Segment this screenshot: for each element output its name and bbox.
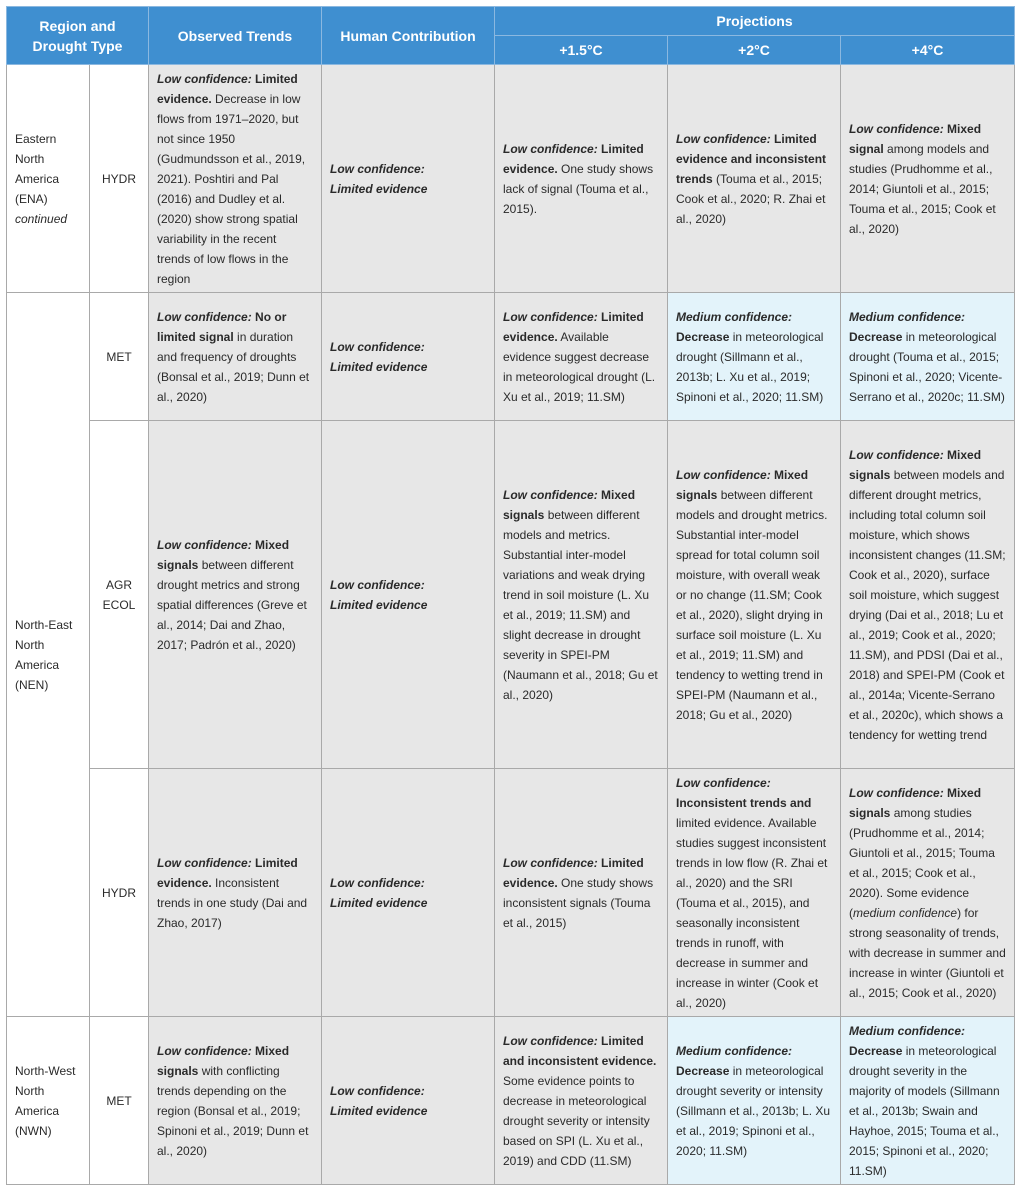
finding-emphasis: Mixed signals <box>849 785 982 820</box>
finding-emphasis: Decrease <box>849 329 903 344</box>
finding-text: between different drought metrics and strong spatial differences (Greve et al., 2014; Dai and Zhao, 2017; Padrón et al., 2020) <box>157 557 307 652</box>
confidence-label: Low confidence <box>503 309 594 324</box>
table-row <box>7 65 1015 293</box>
confidence-label: Low confidence <box>503 1033 594 1048</box>
finding-label: : <box>788 309 793 324</box>
drought-type-cell: AGR ECOL <box>90 421 149 769</box>
confidence-label: Medium confidence <box>849 1023 962 1038</box>
drought-type-cell: HYDR <box>90 769 149 1017</box>
projection-2-cell <box>668 1017 841 1185</box>
drought-type-cell: HYDR <box>90 65 149 293</box>
finding-text: Decrease in low flows from 1971–2020, but not since 1950 (Gudmundsson et al., 2019, 2021). Poshtiri and Pal (2016) and Dudley et al. (2020) show strong spatial variability in the recent trends of low flows in the region <box>157 91 306 286</box>
confidence-label: Low confidence <box>503 141 594 156</box>
projection-2-cell <box>668 65 841 293</box>
confidence-label: Low confidence <box>157 855 248 870</box>
finding-emphasis: No or limited signal <box>157 309 287 344</box>
confidence-label: Medium confidence <box>849 309 962 324</box>
finding-label: : <box>593 309 602 324</box>
table-row <box>7 1017 1015 1185</box>
human-contribution-cell: Low confidence: Limited evidence <box>322 769 495 1017</box>
confidence-label: Low confidence <box>157 309 248 324</box>
finding-emphasis: Mixed signals <box>849 447 982 482</box>
finding-emphasis: Inconsistent trends and <box>676 795 812 810</box>
finding-text: Some evidence points to decrease in meteorological drought severity or intensity based on SPI (L. Xu et al., 2019) and CDD (11.SM) <box>503 1073 650 1168</box>
region-cell-nen <box>7 293 90 1017</box>
finding-text: in meteorological drought severity or intensity (Sillmann et al., 2013b; L. Xu et al., 2019; Spinoni et al., 2020; 11.SM) <box>676 1063 831 1158</box>
projection-2-cell <box>668 769 841 1017</box>
projection-1-5-cell <box>495 1017 668 1185</box>
confidence-label: Low confidence <box>157 537 248 552</box>
finding-emphasis: Limited evidence. <box>503 309 644 344</box>
finding-label: : <box>788 1043 793 1058</box>
header-human-contribution: Human Contribution <box>322 7 495 65</box>
finding-emphasis: Mixed signals <box>676 467 809 502</box>
finding-label: : <box>961 309 966 324</box>
confidence-label: Low confidence <box>330 1083 421 1098</box>
finding-label: : <box>593 487 602 502</box>
projection-2-cell <box>668 293 841 421</box>
finding-label: : <box>961 1023 966 1038</box>
observed-trends-cell <box>149 1017 322 1185</box>
finding-text: One study shows lack of signal (Touma et al., 2015). <box>503 161 654 216</box>
confidence-label: Low confidence <box>676 775 767 790</box>
finding-label: : <box>247 309 256 324</box>
finding-label: : <box>939 447 948 462</box>
projection-1-5-cell <box>495 421 668 769</box>
finding-emphasis: Mixed signal <box>849 121 982 156</box>
header-projections: Projections <box>495 7 1015 36</box>
finding-emphasis: Limited evidence. <box>503 141 644 176</box>
confidence-label: Low confidence <box>503 487 594 502</box>
finding-text: in duration and frequency of droughts (Bonsal et al., 2019; Dunn et al., 2020) <box>157 329 310 404</box>
finding-text: among studies (Prudhomme et al., 2014; Giuntoli et al., 2015; Touma et al., 2015; Cook et al., 2020). Some evidence ( <box>849 805 995 920</box>
projection-1-5-cell <box>495 65 668 293</box>
confidence-label: Low confidence <box>849 785 940 800</box>
confidence-label: Low confidence <box>157 71 248 86</box>
projection-4-cell <box>841 293 1015 421</box>
finding-emphasis: Limited and inconsistent evidence. <box>503 1033 657 1068</box>
finding-emphasis: Decrease <box>676 329 730 344</box>
drought-type-cell: MET <box>90 293 149 421</box>
finding-emphasis: Limited evidence. <box>157 855 298 890</box>
finding-text: between models and different drought metrics, including total column soil moisture, which shows inconsistent changes (11.SM; Cook et al., 2020), surface soil moisture, which suggest drying (Dai et al., 2018; Lu et al., 2019; Cook et al., 2020; 11.SM), and PDSI (Dai et al., 2018) and SPEI-PM (Cook et al., 2014a; Vicente-Serrano et al., 2020c), which shows a tendency for wetting trend <box>849 467 1006 742</box>
confidence-label: Low confidence <box>330 339 421 354</box>
header-plus-1-5: +1.5°C <box>495 36 668 65</box>
finding-text: One study shows inconsistent signals (Touma et al., 2015) <box>503 875 654 930</box>
finding-emphasis: Mixed signals <box>503 487 636 522</box>
finding-emphasis: Mixed signals <box>157 1043 290 1078</box>
finding-text: limited evidence. Available studies suggest inconsistent trends in low flow (R. Zhai et al., 2020) and the SRI (Touma et al., 2015), and seasonally inconsistent trends in runoff, with decrease in summer and increase in winter (Cook et al., 2020) <box>676 815 828 1010</box>
finding-italic: medium confidence <box>853 905 958 920</box>
finding-text: in meteorological drought (Sillmann et al., 2013b; L. Xu et al., 2019; Spinoni et al., 2020; 11.SM) <box>676 329 824 404</box>
finding-text: between different models and drought metrics. Substantial inter-model spread for total column soil moisture, with overall weak or no change (11.SM; Cook et al., 2020), slight drying in surface soil moisture (L. Xu et al., 2019; 11.SM) and tendency to wetting trend in SPEI-PM (Naumann et al., 2018; Gu et al., 2020) <box>676 487 828 722</box>
projection-4-cell <box>841 65 1015 293</box>
projection-2-cell <box>668 421 841 769</box>
finding-text: in meteorological drought (Touma et al., 2015; Spinoni et al., 2020; Vicente-Serrano et al., 2020c; 11.SM) <box>849 329 1005 404</box>
confidence-label: Medium confidence <box>676 309 789 324</box>
human-contribution-cell: Low confidence: Limited evidence <box>322 65 495 293</box>
confidence-label: Low confidence <box>676 131 767 146</box>
confidence-label: Low confidence <box>849 121 940 136</box>
finding-label: : <box>593 1033 602 1048</box>
finding-label: : <box>247 71 256 86</box>
finding-emphasis: Limited evidence. <box>157 71 298 106</box>
header-observed-trends: Observed Trends <box>149 7 322 65</box>
finding-label: Limited evidence <box>330 359 428 374</box>
observed-trends-cell <box>149 65 322 293</box>
finding-text: in meteorological drought severity in the majority of models (Sillmann et al., 2013b; Swain and Hayhoe, 2015; Touma et al., 2015; Spinoni et al., 2020; 11.SM) <box>849 1043 1000 1178</box>
human-contribution-cell: Low confidence: Limited evidence <box>322 421 495 769</box>
finding-emphasis: Limited evidence. <box>503 855 644 890</box>
finding-text: with conflicting trends depending on the region (Bonsal et al., 2019; Spinoni et al., 2019; Dunn et al., 2020) <box>157 1063 309 1158</box>
finding-label: Limited evidence <box>330 181 428 196</box>
finding-label: Limited evidence <box>330 1103 428 1118</box>
finding-text: between different models and metrics. Substantial inter-model variations and weak drying trend in soil moisture (L. Xu et al., 2019; 11.SM) and slight decrease in drought severity in SPEI-PM (Naumann et al., 2018; Gu et al., 2020) <box>503 507 658 702</box>
finding-label: Limited evidence <box>330 895 428 910</box>
table-row <box>7 293 1015 421</box>
table-wrapper <box>6 6 1014 1185</box>
finding-label: : <box>939 785 948 800</box>
region-name: Eastern North America (ENA) <box>15 131 60 206</box>
confidence-label: Low confidence <box>849 447 940 462</box>
header-region-drought-type: Region and Drought Type <box>7 7 149 65</box>
table-row <box>7 421 1015 769</box>
region-name: North-East North America (NEN) <box>15 617 73 692</box>
confidence-label: Low confidence <box>330 875 421 890</box>
finding-emphasis: Decrease <box>849 1043 903 1058</box>
region-cell-ena <box>7 65 90 293</box>
finding-label: : <box>766 775 771 790</box>
region-continued: continued <box>15 211 68 226</box>
observed-trends-cell <box>149 293 322 421</box>
finding-label: : <box>939 121 948 136</box>
finding-label: : <box>247 537 256 552</box>
region-cell-nwn <box>7 1017 90 1185</box>
finding-text: ) for strong seasonality of trends, with decrease in summer and increase in winter (Giuntoli et al., 2015; Cook et al., 2020) <box>849 905 1006 1000</box>
finding-emphasis: Decrease <box>676 1063 730 1078</box>
table-row <box>7 769 1015 1017</box>
projection-4-cell <box>841 769 1015 1017</box>
confidence-label: Medium confidence <box>676 1043 789 1058</box>
header-plus-4: +4°C <box>841 36 1015 65</box>
finding-label: : <box>766 131 775 146</box>
confidence-label: Low confidence <box>330 161 421 176</box>
finding-label: : <box>247 1043 256 1058</box>
drought-assessment-table <box>6 6 1015 1185</box>
header-plus-2: +2°C <box>668 36 841 65</box>
projection-4-cell <box>841 421 1015 769</box>
finding-emphasis: Mixed signals <box>157 537 290 572</box>
region-name: North-West North America (NWN) <box>15 1063 76 1138</box>
drought-type-cell: MET <box>90 1017 149 1185</box>
human-contribution-cell: Low confidence: Limited evidence <box>322 293 495 421</box>
observed-trends-cell <box>149 769 322 1017</box>
confidence-label: Low confidence <box>157 1043 248 1058</box>
finding-text: Available evidence suggest decrease in meteorological drought (L. Xu et al., 2019; 11.SM) <box>503 329 656 404</box>
finding-emphasis: Limited evidence and inconsistent trends <box>676 131 827 186</box>
human-contribution-cell: Low confidence: Limited evidence <box>322 1017 495 1185</box>
finding-text: among models and studies (Prudhomme et al., 2014; Giuntoli et al., 2015; Touma et al., 2015; Cook et al., 2020) <box>849 141 996 236</box>
projection-1-5-cell <box>495 769 668 1017</box>
confidence-label: Low confidence <box>330 577 421 592</box>
finding-text: (Touma et al., 2015; Cook et al., 2020; R. Zhai et al., 2020) <box>676 171 826 226</box>
finding-label: Limited evidence <box>330 597 428 612</box>
finding-label: : <box>593 855 602 870</box>
finding-text: Inconsistent trends in one study (Dai and Zhao, 2017) <box>157 875 308 930</box>
finding-label: : <box>593 141 602 156</box>
confidence-label: Low confidence <box>676 467 767 482</box>
confidence-label: Low confidence <box>503 855 594 870</box>
finding-label: : <box>247 855 256 870</box>
projection-4-cell <box>841 1017 1015 1185</box>
finding-label: : <box>766 467 775 482</box>
observed-trends-cell <box>149 421 322 769</box>
projection-1-5-cell <box>495 293 668 421</box>
